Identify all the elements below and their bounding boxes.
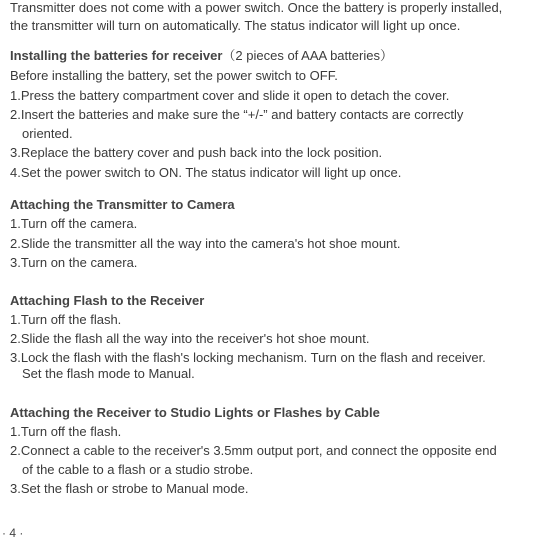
transmitter-step-2: 2.Slide the transmitter all the way into the camera's hot shoe mount. [10, 236, 401, 251]
section-heading-transmitter-camera: Attaching the Transmitter to Camera [10, 197, 235, 212]
section-heading-receiver-batteries [10, 48, 393, 64]
page-number: · 4 · [2, 526, 24, 540]
transmitter-step-1: 1.Turn off the camera. [10, 216, 138, 231]
section-heading-flash-receiver: Attaching Flash to the Receiver [10, 293, 205, 308]
transmitter-step-3: 3.Turn on the camera. [10, 255, 138, 270]
flash-step-2: 2.Slide the flash all the way into the receiver's hot shoe mount. [10, 331, 370, 346]
studio-step-2-cont: of the cable to a flash or a studio strobe. [22, 462, 254, 477]
battery-step-4: 4.Set the power switch to ON. The status indicator will light up once. [10, 165, 402, 180]
flash-step-3: 3.Lock the flash with the flash's locking mechanism. Turn on the flash and receiver. [10, 350, 486, 365]
flash-step-3-cont: Set the flash mode to Manual. [22, 366, 195, 381]
battery-step-1: 1.Press the battery compartment cover and slide it open to detach the cover. [10, 88, 450, 103]
section-heading-receiver-studio: Attaching the Receiver to Studio Lights or Flashes by Cable [10, 405, 380, 420]
intro-line-1: Transmitter does not come with a power switch. Once the battery is properly installed, [10, 0, 503, 15]
battery-step-2: 2.Insert the batteries and make sure the “+/-” and battery contacts are correctly [10, 107, 464, 122]
studio-step-3: 3.Set the flash or strobe to Manual mode. [10, 481, 249, 496]
battery-intro: Before installing the battery, set the power switch to OFF. [10, 68, 338, 83]
heading-note: （2 pieces of AAA batteries） [222, 48, 393, 63]
intro-line-2: the transmitter will turn on automatically. The status indicator will light up once. [10, 18, 461, 33]
battery-step-3: 3.Replace the battery cover and push back into the lock position. [10, 145, 383, 160]
flash-step-1: 1.Turn off the flash. [10, 312, 122, 327]
heading-text: Installing the batteries for receiver [10, 48, 223, 63]
studio-step-2: 2.Connect a cable to the receiver's 3.5mm output port, and connect the opposite end [10, 443, 497, 458]
battery-step-2-cont: oriented. [22, 126, 73, 141]
studio-step-1: 1.Turn off the flash. [10, 424, 122, 439]
